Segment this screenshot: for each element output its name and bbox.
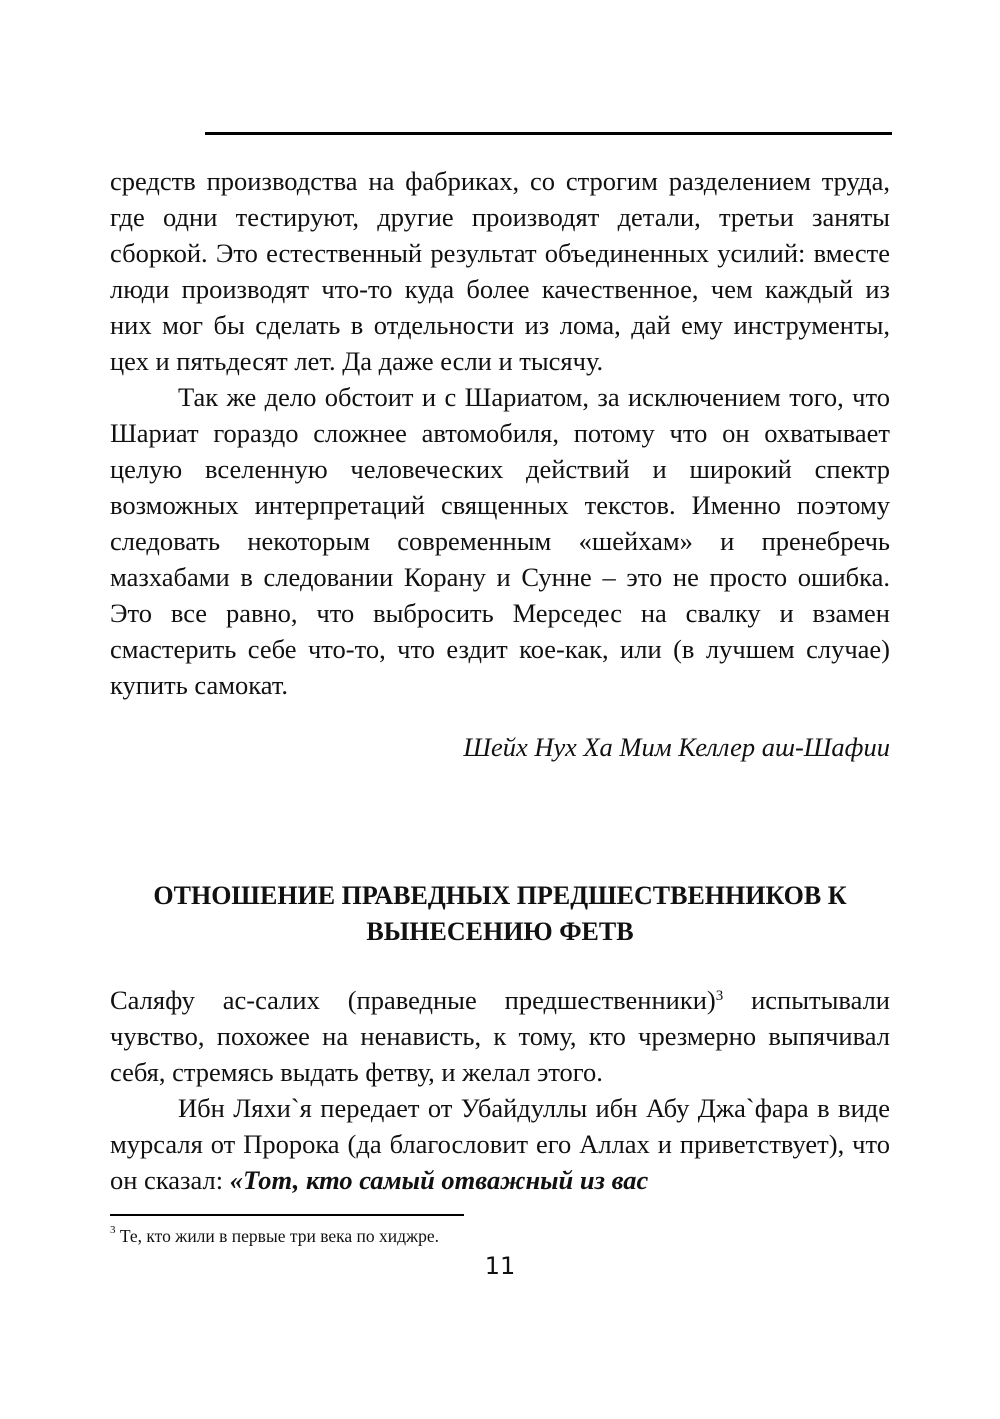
paragraph-2: Так же дело обстоит и с Шариатом, за исключением того, что Шариат гораздо сложнее автомобиля, потому что он охватывает целую вселенную человеческих действий и широкий спектр возможных интерпретаций священных текстов. Именно поэтому следовать некоторым современным «шейхам» и пренебречь мазхабами в следовании Корану и Сунне – это не просто ошибка. Это все равно, что выбросить Мерседес на свалку и взамен смастерить себе что-то, что ездит кое-как, или (в лучшем случае) купить самокат. xyxy=(110,382,890,700)
footnote xyxy=(110,1226,439,1247)
text-block-1 xyxy=(110,163,890,703)
author-signature: Шейх Нух Ха Мим Келлер аш-Шафии xyxy=(463,732,890,762)
section-heading xyxy=(110,878,890,950)
footnote-reference[interactable]: 3 xyxy=(715,988,724,1004)
hadith-quote: «Тот, кто самый отважный из вас xyxy=(229,1165,649,1195)
paragraph-3-start: Саляфу ас-салих (праведные предшественники) xyxy=(110,985,716,1015)
header-rule xyxy=(205,132,892,135)
heading-line-2: ВЫНЕСЕНИЮ ФЕТВ xyxy=(366,917,634,946)
paragraph-4-start: Ибн Ляхи`я передает от Убайдуллы ибн Абу Джа`фара в виде мурсаля от Пророка (да благословит его Аллах и приветствует), что он сказал: xyxy=(110,1093,890,1195)
footnote-rule xyxy=(110,1214,464,1216)
heading-line-1: ОТНОШЕНИЕ ПРАВЕДНЫХ ПРЕДШЕСТВЕННИКОВ К xyxy=(153,881,847,910)
text-block-2 xyxy=(110,982,890,1198)
footnote-number: 3 xyxy=(110,1224,116,1236)
paragraph-4 xyxy=(110,1090,890,1198)
page-number: 11 xyxy=(484,1252,516,1280)
paragraph-1: средств производства на фабриках, со строгим разделением труда, где одни тестируют, другие производят детали, третьи заняты сборкой. Это естественный результат объединенных усилий: вместе люди производят что-то куда более качественное, чем каждый из них мог бы сделать в отдельности из лома, дай ему инструменты, цех и пятьдесят лет. Да даже если и тысячу. xyxy=(110,166,890,376)
paragraph-3-end: испытывали чувство, похожее на ненависть, к тому, кто чрезмерно выпячивал себя, стремясь выдать фетву, и желал этого. xyxy=(110,985,890,1087)
paragraph-3 xyxy=(110,982,890,1090)
footnote-text: Те, кто жили в первые три века по хиджре. xyxy=(115,1226,439,1246)
